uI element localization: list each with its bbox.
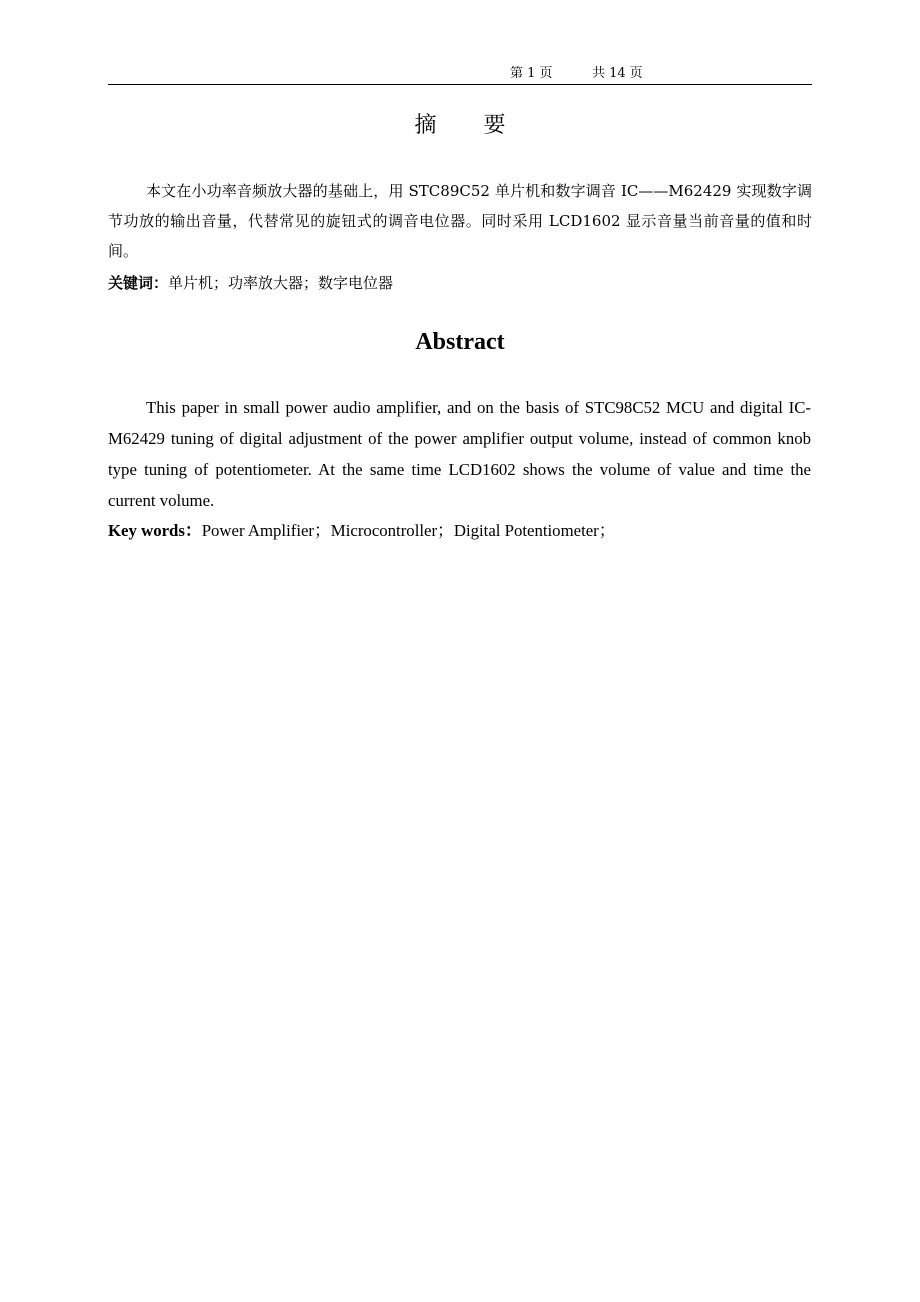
header-divider xyxy=(108,84,812,85)
chinese-abstract-body: 本文在小功率音频放大器的基础上，用 STC89C52 单片机和数字调音 IC——M62429 实现数字调节功放的输出音量，代替常见的旋钮式的调音电位器。同时采用 LCD1602 显示音量当前音量的值和时间。 xyxy=(108,182,812,260)
english-keywords xyxy=(108,516,812,546)
english-abstract-body: This paper in small power audio amplifier, and on the basis of STC98C52 MCU and digital IC-M62429 tuning of digital adjustment of the power amplifier output volume, instead of common knob type tuning of potentiometer. At the same time LCD1602 shows the volume of value and time the current volume. xyxy=(108,398,811,510)
chinese-keywords xyxy=(108,268,812,298)
english-keywords-list: Power Amplifier；Microcontroller；Digital Potentiometer； xyxy=(201,521,616,540)
english-keywords-label: Key words： xyxy=(108,521,202,540)
page-number: 第 1 页 xyxy=(510,66,553,81)
total-pages: 共 14 页 xyxy=(592,66,643,81)
page-header xyxy=(108,64,812,84)
english-abstract-title: Abstract xyxy=(415,329,505,355)
chinese-abstract-title: 摘 要 xyxy=(414,113,526,138)
chinese-keywords-list: 单片机；功率放大器；数字电位器 xyxy=(168,274,394,292)
chinese-keywords-label: 关键词： xyxy=(108,274,169,292)
